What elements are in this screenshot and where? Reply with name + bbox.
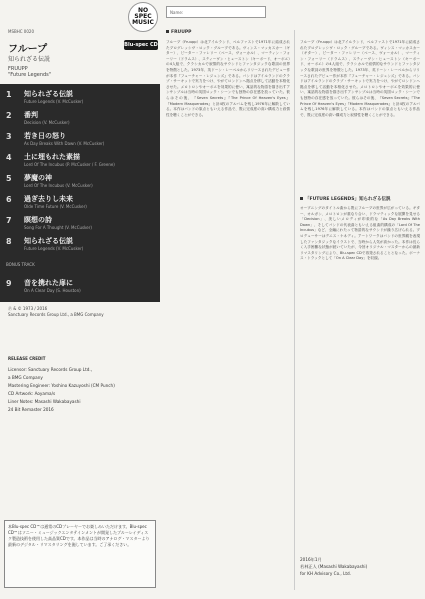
track-subtitle: Lord Of The Incubus (P. McCusker / F. Greene)	[24, 162, 115, 167]
bonus-track-label: BONUS TRACK	[6, 262, 35, 267]
tracklist	[0, 84, 160, 272]
album-title-en: "Future Legends"	[8, 72, 52, 78]
album-title-jp: フループ	[8, 44, 48, 55]
track-item	[6, 151, 156, 171]
credit-line: Mastering Engineer: Yoshino Kazuyoshi (CM Punch)	[8, 383, 115, 388]
artist-name-en: FRUUPP	[8, 66, 28, 72]
track-title: 知られざる伝説	[24, 90, 73, 98]
section-heading-text: FRUUPP	[171, 30, 192, 35]
track-subtitle: Decision (V. McCusker)	[24, 120, 70, 125]
left-column	[0, 0, 160, 599]
track-number: 9	[6, 279, 12, 288]
square-bullet-icon	[300, 197, 303, 200]
copyright-block	[8, 306, 104, 318]
credit-line: Liner Notes: Masashi Wakabayashi	[8, 399, 81, 404]
track-item	[6, 88, 156, 108]
track-number: 8	[6, 237, 12, 246]
track-subtitle: As Day Breaks With Dawn (V. McCusker)	[24, 141, 105, 146]
liner-notes-text: フループ（Fruupp）は北アイルランド、ベルファストで1971年に結成されたプログレッシヴ・ロック・グループである。ヴィンス・マッカスカー（ギター）、ピーター・ファレリー（ベース、ヴォーカル）、マーティン・フォーリー（ドラムス）、スティーヴン・ヒューストン（キーボード、オーボエ）の4人組で、クラシカルで叙情的なサウンドとファンタジックな歌詞の世界を特徴とした。1973年、英ドーン・レーベルからリリースされたデビュー作が本作『フューチャー・レジェンズ』である。バンドはアイルランドのクラブ・サーキットで実力をつけ、やがてロンドンへ拠点を移して活動を本格化させた。メロトロンやオーボエを効果的に使い、寓話的な物語を描き出すアンサンブルは当時の英国ロック・シーンでも独特の存在感を放っていた。彼らはその後、『Seven Secrets』『The Prince Of Heaven's Eyes』『Modern Masquerades』と計4枚のアルバムを残し1976年に解散している。本作はバンドの原点ともいえる作品で、既に完成度の高い構成力と叙情性を聴くことができる。	[300, 40, 420, 117]
track-subtitle: Lord Of The Incubus (V. McCusker)	[24, 183, 93, 188]
track-number: 2	[6, 111, 12, 120]
artist-name-jp: 知られざる伝説	[8, 56, 51, 63]
track-subtitle: Future Legends (V. McCusker)	[24, 99, 84, 104]
track-number: 5	[6, 174, 12, 183]
track-title: 土に埋もれた素描	[24, 153, 80, 161]
credit-line: CD Artwork: Aoyama/s	[8, 391, 56, 396]
square-bullet-icon	[166, 30, 169, 33]
track-number: 4	[6, 153, 12, 162]
track-title: 若き日の怒り	[24, 132, 66, 140]
track-title: 過ぎ去りし未来	[24, 195, 73, 203]
section-heading-text: 「FUTURE LEGENDS」知られざる伝説	[305, 197, 391, 202]
track-item	[6, 109, 156, 129]
track-title: 知られざる伝説	[24, 237, 73, 245]
credits-list	[8, 366, 115, 414]
track-title: 番判	[24, 111, 38, 119]
credit-line: a BMG Company	[8, 375, 43, 380]
track-subtitle: Song For A Thought (V. McCusker)	[24, 225, 92, 230]
column-divider	[294, 30, 295, 590]
track-number: 7	[6, 216, 12, 225]
track-title: 瞑想の詩	[24, 216, 52, 224]
track-item	[6, 277, 156, 297]
track-title: 夢魔の神	[24, 174, 52, 182]
signature-date: 2016年1月	[300, 557, 322, 562]
track-subtitle: Olde Time Future (V. McCusker)	[24, 204, 87, 209]
catalog-number: MSBHC 0020	[8, 29, 34, 34]
right-column	[166, 0, 421, 599]
copyright-line: Sanctuary Records Group Ltd., a BMG Company	[8, 312, 104, 317]
copyright-line: Ⓟ & © 1973 / 2016	[8, 306, 48, 311]
label-logo: NO SPEC MUSIC	[128, 2, 158, 32]
name-field[interactable]: Name:	[166, 6, 266, 18]
track-item	[6, 193, 156, 213]
track-title: 音を携れた扉に	[24, 279, 73, 287]
bonus-track	[0, 272, 160, 302]
track-item	[6, 235, 156, 255]
track-number: 6	[6, 195, 12, 204]
liner-notes-text: オープニングのタイトル曲から既にフループの世界が広がっている。ギター、オルガン、メロトロンが重なり合い、ドラマティックな展開を見せる「Decision」、美しいメロディが印象的な「As Day Breaks With Dawn」、そしてバンドの代表曲ともいえる組曲的構成の「Lord Of The Incubus」など、全編にわたって物語的なサウンドが繰り広げられる。プロデューサーはデニス・ケネディ。アートワークはバンドの世界観を表現したファンタジックなイラストで、当時から人気が高かった。本作は長らく入手困難な状態が続いていたが、今回オリジナル・マスターからの最新リマスタリングにより、Blu-spec CDで再発されることとなった。ボーナス・トラックとして「On A Clear Day」を収録。	[300, 206, 420, 261]
signature-name: 若林正人 (Masashi Wakabayashi)	[300, 564, 368, 569]
section-heading	[300, 196, 391, 202]
track-number: 1	[6, 90, 12, 99]
signature-block	[300, 556, 367, 577]
blu-spec-badge: Blu-spec CD	[124, 42, 158, 48]
liner-notes-text: フループ（Fruupp）は北アイルランド、ベルファストで1971年に結成されたプログレッシヴ・ロック・グループである。ヴィンス・マッカスカー（ギター）、ピーター・ファレリー（ベース、ヴォーカル）、マーティン・フォーリー（ドラムス）、スティーヴン・ヒューストン（キーボード、オーボエ）の4人組で、クラシカルで叙情的なサウンドとファンタジックな歌詞の世界を特徴とした。1973年、英ドーン・レーベルからリリースされたデビュー作が本作『フューチャー・レジェンズ』である。バンドはアイルランドのクラブ・サーキットで実力をつけ、やがてロンドンへ拠点を移して活動を本格化させた。メロトロンやオーボエを効果的に使い、寓話的な物語を描き出すアンサンブルは当時の英国ロック・シーンでも独特の存在感を放っていた。彼らはその後、『Seven Secrets』『The Prince Of Heaven's Eyes』『Modern Masquerades』と計4枚のアルバムを残し1976年に解散している。本作はバンドの原点ともいえる作品で、既に完成度の高い構成力と叙情性を聴くことができる。	[166, 40, 290, 117]
notice-box: 本Blu-spec CD™は通常のCDプレーヤーでお楽しみいただけます。Blu-spec CD™はソニー・ミュージックエンタテインメントが開発したブルーレイディスク製造技術を使用した高品質CDです。本作品は当時のアナログ・マスターより最新のデジタル・リマスタリングを施しています。ご了承ください。	[4, 520, 156, 588]
credit-line: Licensor: Sanctuary Records Group Ltd.,	[8, 367, 93, 372]
track-item	[6, 130, 156, 150]
section-heading	[166, 30, 191, 35]
track-item	[6, 172, 156, 192]
track-number: 3	[6, 132, 12, 141]
credit-line: 24 Bit Remaster 2016	[8, 407, 54, 412]
track-subtitle: Future Legends (V. McCusker)	[24, 246, 84, 251]
credits-heading: RELEASE CREDIT	[8, 356, 46, 361]
track-item	[6, 214, 156, 234]
track-subtitle: On A Clear Day (S. Houston)	[24, 288, 81, 293]
signature-org: for KH Advisory Co., Ltd.	[300, 571, 352, 576]
